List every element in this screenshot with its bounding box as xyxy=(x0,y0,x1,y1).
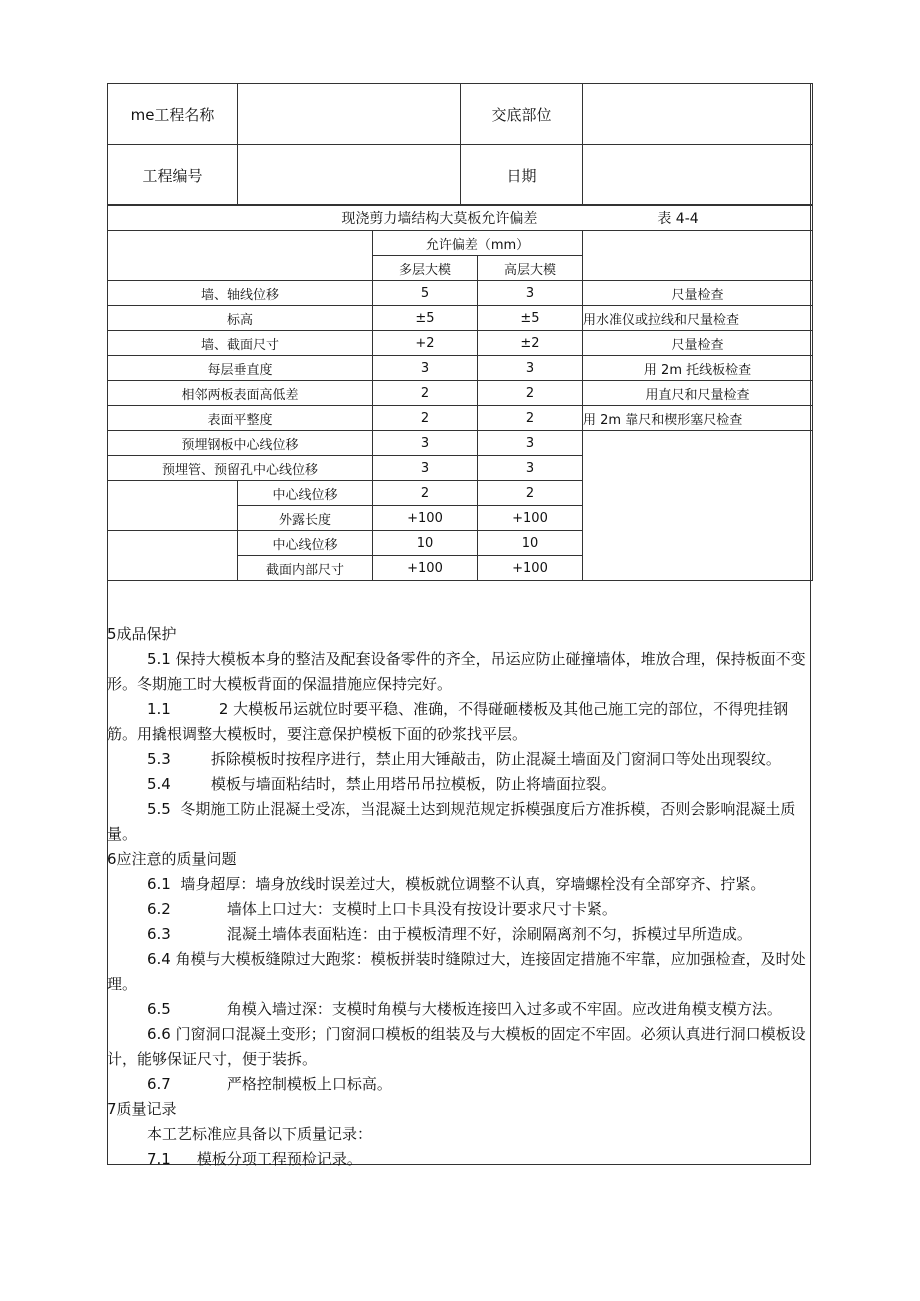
paragraph: 5.5 冬期施工防止混凝土受冻，当混凝土达到规范规定拆模强度后方准拆模，否则会影响混凝土质量。 xyxy=(107,800,796,843)
col-multi: 多层大模 xyxy=(373,256,478,281)
part-value xyxy=(583,84,813,145)
table-row: 相邻两板表面高低差 2 2 用直尺和尺量检查 xyxy=(108,381,813,406)
number-value xyxy=(238,145,461,206)
col-high: 高层大模 xyxy=(478,256,583,281)
paragraph: 6.3 混凝土墙体表面粘连：由于模板清理不好，涂刷隔离剂不匀，拆模过早所造成。 xyxy=(147,925,752,943)
paragraph: 5.1 保持大模板本身的整洁及配套设备零件的齐全，吊运应防止碰撞墙体，堆放合理，保持板面不变形。冬期施工时大模板背面的保温措施应保持完好。 xyxy=(107,650,806,693)
table-row: 墙、轴线位移 5 3 尺量检查 xyxy=(108,281,813,306)
body-text xyxy=(107,622,810,1172)
project-name-value xyxy=(238,84,461,145)
table-row: 预埋管、预留孔中心线位移 3 3 xyxy=(108,456,813,481)
part-label: 交底部位 xyxy=(461,84,583,145)
tolerance-table xyxy=(107,204,813,581)
method-header xyxy=(583,231,813,281)
section-heading: 7质量记录 xyxy=(107,1100,177,1118)
table-row: 中心线位移 2 2 xyxy=(108,481,813,506)
table-row: 表面平整度 2 2 用 2m 靠尺和楔形塞尺检查 xyxy=(108,406,813,431)
table-title-row xyxy=(108,205,813,231)
table-row: 中心线位移 10 10 xyxy=(108,531,813,556)
tolerance-header: 允许偏差（mm） xyxy=(373,231,583,256)
paragraph: 7.1 模板分项工程预检记录。 xyxy=(147,1150,362,1168)
method-empty xyxy=(583,431,813,581)
table-row: 外露长度 +100 +100 xyxy=(108,506,813,531)
paragraph: 1.1 2 大模板吊运就位时要平稳、准确，不得碰砸楼板及其他己施工完的部位，不得兜挂钢筋。用撬根调整大模板时，要注意保护模板下面的砂浆找平层。 xyxy=(107,700,789,743)
paragraph: 6.5 角模入墙过深：支模时角模与大楼板连接凹入过多或不牢固。应改进角模支模方法。 xyxy=(147,1000,782,1018)
paragraph: 本工艺标准应具备以下质量记录： xyxy=(147,1125,373,1143)
date-value xyxy=(583,145,813,206)
table-title: 现浇剪力墙结构大莫板允许偏差 xyxy=(341,210,538,227)
date-label: 日期 xyxy=(461,145,583,206)
paragraph: 5.4 模板与墙面粘结时，禁止用塔吊吊拉模板，防止将墙面拉裂。 xyxy=(147,775,616,793)
header-table xyxy=(107,83,813,206)
paragraph: 6.2 墙体上口过大：支模时上口卡具没有按设计要求尺寸卡紧。 xyxy=(147,900,617,918)
table-row: 每层垂直度 3 3 用 2m 托线板检查 xyxy=(108,356,813,381)
paragraph: 6.7 严格控制模板上口标高。 xyxy=(147,1075,392,1093)
paragraph: 6.1 墙身超厚：墙身放线时误差过大，模板就位调整不认真，穿墙螺栓没有全部穿齐、拧紧。 xyxy=(147,875,766,893)
section-heading: 5成品保护 xyxy=(107,625,177,643)
table-row: 预埋钢板中心线位移 3 3 xyxy=(108,431,813,456)
project-name-label: me工程名称 xyxy=(108,84,238,145)
paragraph: 6.4 角模与大模板缝隙过大跑浆：模板拼装时缝隙过大，连接固定措施不牢靠，应加强检查，及时处理。 xyxy=(107,950,806,993)
paragraph: 5.3 拆除模板时按程序进行，禁止用大锤敲击，防止混凝土墙面及门窗洞口等处出现裂纹。 xyxy=(147,750,781,768)
table-row: 标高 ±5 ±5 用水准仪或拉线和尺量检查 xyxy=(108,306,813,331)
table-number: 表 4-4 xyxy=(657,210,699,227)
item-header xyxy=(108,231,373,281)
number-label: 工程编号 xyxy=(108,145,238,206)
section-heading: 6应注意的质量问题 xyxy=(107,850,237,868)
table-row: 墙、截面尺寸 +2 ±2 尺量检查 xyxy=(108,331,813,356)
table-row: 截面内部尺寸 +100 +100 xyxy=(108,556,813,581)
paragraph: 6.6 门窗洞口混凝土变形；门窗洞口模板的组装及与大模板的固定不牢固。必须认真进行洞口模板设计，能够保证尺寸，便于装拆。 xyxy=(107,1025,806,1068)
